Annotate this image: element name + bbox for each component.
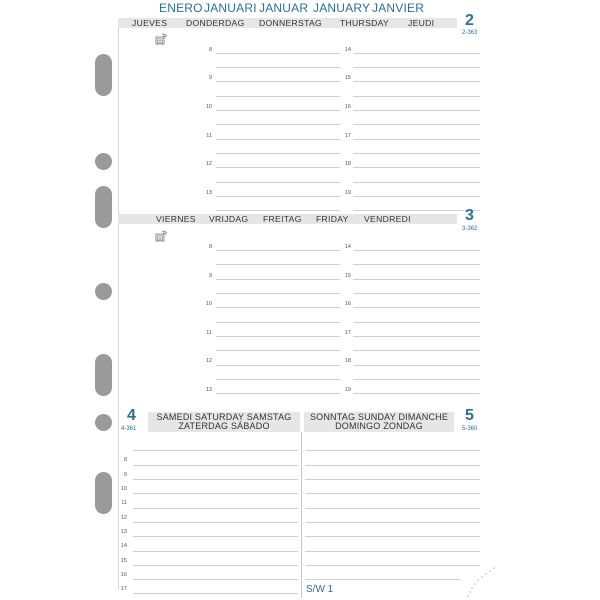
hour-label: 15 (120, 558, 127, 564)
hour-label: 16 (344, 301, 351, 307)
hour-label: 17 (344, 133, 351, 139)
day-name-de: FREITAG (263, 214, 302, 224)
hour-label: 13 (205, 387, 212, 393)
day-name-es: JUEVES (132, 18, 168, 28)
sun-names-line1: SONNTAG SUNDAY DIMANCHE (309, 412, 449, 422)
binder-hole (95, 354, 112, 396)
hour-label: 14 (344, 47, 351, 53)
day-number: 3 (465, 207, 474, 224)
day-name-en: THURSDAY (340, 18, 390, 28)
hour-label: 12 (120, 515, 127, 521)
hour-label: 9 (208, 273, 212, 279)
sat-names-line2: ZATERDAG SÁBADO (178, 421, 270, 431)
sat-day-number: 4 (127, 407, 136, 424)
hour-label: 11 (121, 500, 127, 506)
sun-day-of-year: 5-360 (462, 426, 478, 432)
sun-day-number: 5 (465, 407, 474, 424)
binder-hole (95, 54, 112, 96)
hour-label: 8 (208, 244, 212, 250)
week-label: S/W 1 (306, 584, 334, 595)
binder-hole (95, 186, 112, 228)
day-of-year: 2-363 (462, 30, 478, 36)
hour-label: 16 (344, 104, 351, 110)
saturday-header (148, 412, 300, 432)
hour-label: 10 (205, 104, 212, 110)
binder-hole (95, 472, 112, 514)
day-header-bar (118, 18, 457, 28)
month-de: JANUAR (259, 1, 309, 15)
hour-label: 10 (205, 301, 212, 307)
day-name-fr: JEUDI (408, 18, 435, 28)
hour-label: 18 (344, 358, 351, 364)
hour-label: 15 (344, 273, 351, 279)
hour-label: 19 (344, 190, 351, 196)
hour-label: 13 (120, 529, 127, 535)
binder-hole (95, 414, 112, 431)
hour-label: 15 (344, 75, 351, 81)
hour-label: 12 (205, 358, 212, 364)
day-of-year: 3-362 (462, 226, 478, 232)
binder-hole (95, 283, 112, 300)
sun-names-line2: DOMINGO ZONDAG (335, 421, 423, 431)
hour-label: 8 (208, 47, 212, 53)
hour-label: 12 (205, 161, 212, 167)
hour-label: 17 (120, 586, 127, 592)
hour-label: 19 (344, 387, 351, 393)
binder-hole (95, 153, 112, 170)
month-es: ENERO (159, 1, 203, 15)
month-nl: JANUARI (204, 1, 257, 15)
hour-label: 10 (120, 486, 127, 492)
day-header-bar (118, 214, 457, 224)
month-en: JANUARY (313, 1, 371, 15)
hour-label: 18 (344, 161, 351, 167)
corner-perforation (464, 566, 498, 598)
hour-label: 9 (123, 472, 127, 478)
sat-names-line1: SAMEDI SATURDAY SAMSTAG (156, 412, 292, 422)
day-name-en: FRIDAY (316, 214, 349, 224)
hour-label: 14 (120, 543, 127, 549)
hour-label: 17 (344, 330, 351, 336)
sat-day-of-year: 4-361 (121, 426, 137, 432)
day-name-fr: VENDREDI (364, 214, 411, 224)
day-number: 2 (465, 12, 474, 29)
hour-label: 11 (206, 133, 212, 139)
hour-label: 13 (205, 190, 212, 196)
hour-label: 8 (123, 457, 127, 463)
day-name-nl: DONDERDAG (186, 18, 245, 28)
hour-label: 11 (206, 330, 212, 336)
hour-label: 14 (344, 244, 351, 250)
sunday-header (304, 412, 454, 432)
day-name-de: DONNERSTAG (259, 18, 323, 28)
day-name-es: VIERNES (156, 214, 196, 224)
hour-label: 16 (120, 572, 127, 578)
phone-icon (155, 230, 169, 242)
weekend-divider (301, 432, 302, 598)
phone-icon (155, 33, 169, 45)
month-fr: JANVIER (372, 1, 425, 15)
hour-label: 9 (208, 75, 212, 81)
day-name-nl: VRIJDAG (209, 214, 249, 224)
